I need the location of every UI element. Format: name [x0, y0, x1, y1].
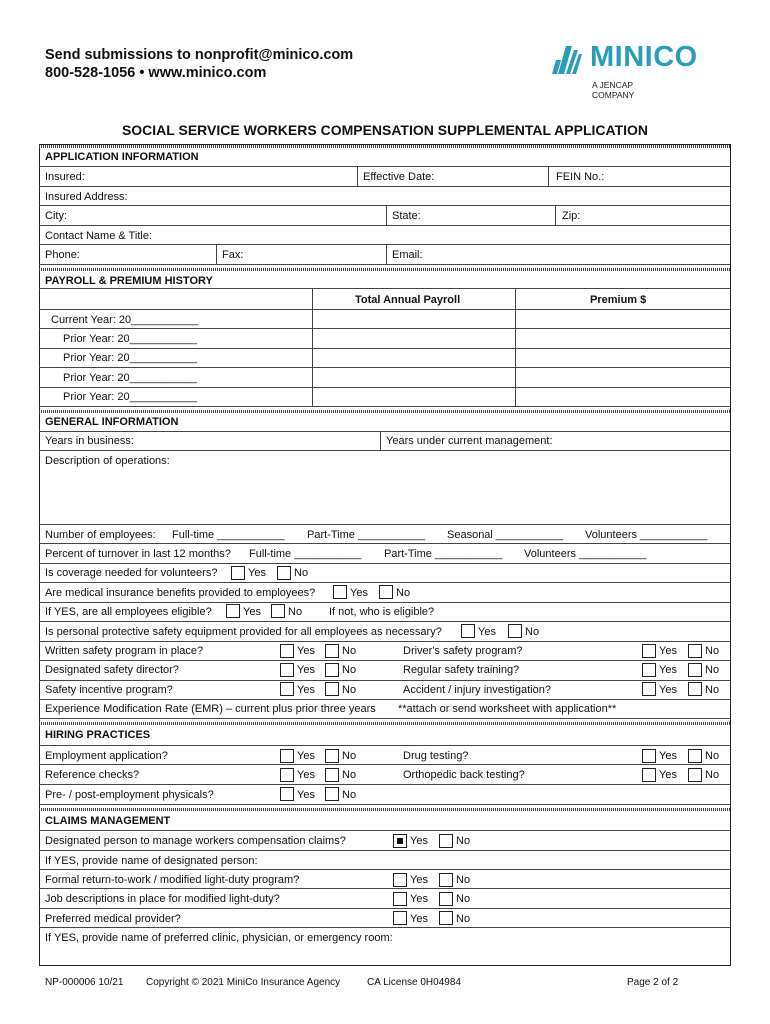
driver-safety-question: Driver's safety program?	[403, 645, 523, 657]
employment-application-yes-checkbox[interactable]	[280, 749, 294, 763]
job-descriptions-question: Job descriptions in place for modified light-duty?	[45, 893, 280, 905]
footer-form-number: NP-000006 10/21	[45, 977, 124, 988]
section-general-information: GENERAL INFORMATION	[45, 416, 179, 428]
payroll-row-prior-2[interactable]: Prior Year: 20___________	[63, 352, 197, 364]
employees-seasonal-field[interactable]: Seasonal ___________	[447, 529, 564, 541]
yes-label: Yes	[659, 769, 677, 781]
preferred-provider-yes-checkbox[interactable]	[393, 911, 407, 925]
physicals-no-checkbox[interactable]	[325, 787, 339, 801]
yes-label: Yes	[659, 684, 677, 696]
return-to-work-question: Formal return-to-work / modified light-duty program?	[45, 874, 300, 886]
yes-label: Yes	[410, 913, 428, 925]
emr-attach-note: **attach or send worksheet with application**	[398, 703, 617, 715]
designated-person-yes-checkbox[interactable]	[393, 834, 407, 848]
yes-label: Yes	[410, 874, 428, 886]
drug-testing-question: Drug testing?	[403, 750, 469, 762]
description-of-operations-label[interactable]: Description of operations:	[45, 455, 170, 467]
yes-label: Yes	[659, 645, 677, 657]
page-title: SOCIAL SERVICE WORKERS COMPENSATION SUPPLEMENTAL APPLICATION	[121, 122, 649, 138]
safety-incentive-question: Safety incentive program?	[45, 684, 173, 696]
physicals-yes-checkbox[interactable]	[280, 787, 294, 801]
reference-checks-question: Reference checks?	[45, 769, 140, 781]
fax-label[interactable]: Fax:	[222, 249, 244, 261]
minico-logo	[552, 41, 698, 100]
return-to-work-no-checkbox[interactable]	[439, 873, 453, 887]
employees-volunteers-field[interactable]: Volunteers ___________	[585, 529, 708, 541]
preferred-provider-no-checkbox[interactable]	[439, 911, 453, 925]
safety-incentive-no-checkbox[interactable]	[325, 682, 339, 696]
header-email-line: Send submissions to nonprofit@minico.com	[45, 47, 354, 63]
turnover-label: Percent of turnover in last 12 months?	[45, 548, 231, 560]
yes-label: Yes	[297, 750, 315, 762]
all-eligible-no-checkbox[interactable]	[271, 604, 285, 618]
city-label[interactable]: City:	[45, 210, 67, 222]
turnover-fulltime-field[interactable]: Full-time ___________	[249, 548, 362, 560]
turnover-parttime-field[interactable]: Part-Time ___________	[384, 548, 503, 560]
no-label: No	[705, 664, 720, 676]
coverage-volunteers-yes-checkbox[interactable]	[231, 566, 245, 580]
designated-person-name-label[interactable]: If YES, provide name of designated person:	[45, 855, 258, 867]
no-label: No	[342, 645, 357, 657]
section-application-information: APPLICATION INFORMATION	[45, 151, 199, 163]
yes-label: Yes	[410, 893, 428, 905]
no-label: No	[342, 750, 357, 762]
medical-benefits-question: Are medical insurance benefits provided to employees?	[45, 587, 316, 599]
years-in-business-label[interactable]: Years in business:	[45, 435, 134, 447]
drug-testing-no-checkbox[interactable]	[688, 749, 702, 763]
phone-label[interactable]: Phone:	[45, 249, 80, 261]
no-label: No	[294, 567, 309, 579]
employees-fulltime-field[interactable]: Full-time ___________	[172, 529, 285, 541]
physicals-question: Pre- / post-employment physicals?	[45, 789, 214, 801]
orthopedic-testing-question: Orthopedic back testing?	[403, 769, 525, 781]
safety-director-yes-checkbox[interactable]	[280, 663, 294, 677]
ppe-question: Is personal protective safety equipment provided for all employees as necessary?	[45, 626, 442, 638]
no-label: No	[456, 874, 471, 886]
medical-benefits-no-checkbox[interactable]	[379, 585, 393, 599]
coverage-volunteers-question: Is coverage needed for volunteers?	[45, 567, 218, 579]
ppe-no-checkbox[interactable]	[508, 624, 522, 638]
footer-copyright: Copyright © 2021 MiniCo Insurance Agency	[146, 977, 341, 988]
payroll-row-current[interactable]: Current Year: 20___________	[51, 314, 199, 326]
yes-label: Yes	[659, 664, 677, 676]
insured-label[interactable]: Insured:	[45, 171, 85, 183]
contact-label[interactable]: Contact Name & Title:	[45, 230, 152, 242]
yes-label: Yes	[478, 626, 496, 638]
insured-address-label[interactable]: Insured Address:	[45, 191, 128, 203]
employees-parttime-field[interactable]: Part-Time ___________	[307, 529, 426, 541]
col-total-annual-payroll: Total Annual Payroll	[355, 294, 461, 306]
no-label: No	[342, 684, 357, 696]
no-label: No	[396, 587, 411, 599]
drug-testing-yes-checkbox[interactable]	[642, 749, 656, 763]
reference-checks-yes-checkbox[interactable]	[280, 768, 294, 782]
no-label: No	[705, 645, 720, 657]
zip-label[interactable]: Zip:	[562, 210, 581, 222]
accident-investigation-yes-checkbox[interactable]	[642, 682, 656, 696]
safety-training-yes-checkbox[interactable]	[642, 663, 656, 677]
return-to-work-yes-checkbox[interactable]	[393, 873, 407, 887]
all-eligible-yes-checkbox[interactable]	[226, 604, 240, 618]
accident-investigation-question: Accident / injury investigation?	[403, 684, 551, 696]
yes-label: Yes	[297, 684, 315, 696]
driver-safety-yes-checkbox[interactable]	[642, 644, 656, 658]
effective-date-label[interactable]: Effective Date:	[363, 171, 435, 183]
safety-training-question: Regular safety training?	[403, 664, 520, 676]
fein-label[interactable]: FEIN No.:	[556, 171, 605, 183]
section-hiring-practices: HIRING PRACTICES	[45, 729, 151, 741]
all-eligible-question: If YES, are all employees eligible?	[45, 606, 212, 618]
no-label: No	[342, 769, 357, 781]
orthopedic-testing-yes-checkbox[interactable]	[642, 768, 656, 782]
minico-logo-mark-icon	[552, 44, 588, 74]
no-label: No	[456, 893, 471, 905]
years-under-management-label[interactable]: Years under current management:	[386, 435, 553, 447]
payroll-row-prior-3[interactable]: Prior Year: 20___________	[63, 372, 197, 384]
no-label: No	[456, 835, 471, 847]
logo-tagline: A JENCAP COMPANY	[592, 80, 635, 100]
email-label[interactable]: Email:	[392, 249, 423, 261]
job-descriptions-yes-checkbox[interactable]	[393, 892, 407, 906]
section-claims-management: CLAIMS MANAGEMENT	[45, 815, 171, 827]
medical-benefits-yes-checkbox[interactable]	[333, 585, 347, 599]
state-label[interactable]: State:	[392, 210, 421, 222]
no-label: No	[456, 913, 471, 925]
no-label: No	[525, 626, 540, 638]
yes-label: Yes	[297, 664, 315, 676]
section-payroll-history: PAYROLL & PREMIUM HISTORY	[45, 275, 213, 287]
yes-label: Yes	[659, 750, 677, 762]
safety-incentive-yes-checkbox[interactable]	[280, 682, 294, 696]
written-safety-question: Written safety program in place?	[45, 645, 204, 657]
no-label: No	[342, 664, 357, 676]
safety-training-no-checkbox[interactable]	[688, 663, 702, 677]
preferred-provider-name-label[interactable]: If YES, provide name of preferred clinic, physician, or emergency room:	[45, 932, 393, 944]
orthopedic-testing-no-checkbox[interactable]	[688, 768, 702, 782]
number-of-employees-label: Number of employees:	[45, 529, 156, 541]
job-descriptions-no-checkbox[interactable]	[439, 892, 453, 906]
coverage-volunteers-no-checkbox[interactable]	[277, 566, 291, 580]
employment-application-question: Employment application?	[45, 750, 168, 762]
payroll-row-prior-4[interactable]: Prior Year: 20___________	[63, 391, 197, 403]
yes-label: Yes	[297, 769, 315, 781]
yes-label: Yes	[297, 645, 315, 657]
logo-wordmark: MINICO	[590, 41, 698, 73]
footer-license: CA License 0H04984	[367, 977, 461, 988]
accident-investigation-no-checkbox[interactable]	[688, 682, 702, 696]
safety-director-no-checkbox[interactable]	[325, 663, 339, 677]
ppe-yes-checkbox[interactable]	[461, 624, 475, 638]
no-label: No	[288, 606, 303, 618]
col-premium: Premium $	[590, 294, 647, 306]
yes-label: Yes	[243, 606, 261, 618]
emr-label: Experience Modification Rate (EMR) – current plus prior three years	[45, 703, 376, 715]
who-eligible-label[interactable]: If not, who is eligible?	[329, 606, 435, 618]
yes-label: Yes	[248, 567, 266, 579]
designated-person-question: Designated person to manage workers compensation claims?	[45, 835, 346, 847]
reference-checks-no-checkbox[interactable]	[325, 768, 339, 782]
payroll-row-prior-1[interactable]: Prior Year: 20___________	[63, 333, 197, 345]
driver-safety-no-checkbox[interactable]	[688, 644, 702, 658]
designated-person-no-checkbox[interactable]	[439, 834, 453, 848]
header-contact-line: 800-528-1056 • www.minico.com	[45, 65, 267, 81]
turnover-volunteers-field[interactable]: Volunteers ___________	[524, 548, 647, 560]
no-label: No	[705, 769, 720, 781]
yes-label: Yes	[350, 587, 368, 599]
no-label: No	[705, 684, 720, 696]
no-label: No	[342, 789, 357, 801]
yes-label: Yes	[410, 835, 428, 847]
employment-application-no-checkbox[interactable]	[325, 749, 339, 763]
yes-label: Yes	[297, 789, 315, 801]
footer-page-number: Page 2 of 2	[627, 977, 679, 988]
no-label: No	[705, 750, 720, 762]
written-safety-yes-checkbox[interactable]	[280, 644, 294, 658]
preferred-provider-question: Preferred medical provider?	[45, 913, 181, 925]
safety-director-question: Designated safety director?	[45, 664, 179, 676]
written-safety-no-checkbox[interactable]	[325, 644, 339, 658]
